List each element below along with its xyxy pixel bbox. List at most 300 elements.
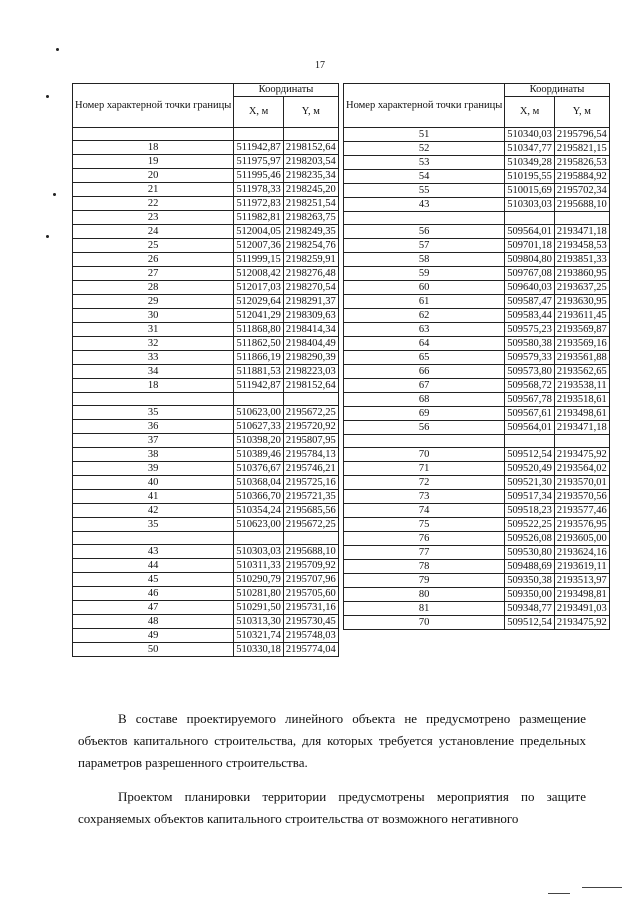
y-coordinate-cell: 2195702,34 bbox=[554, 184, 609, 198]
point-number-cell: 53 bbox=[344, 156, 505, 170]
x-coordinate-cell: 510290,79 bbox=[234, 573, 284, 587]
y-coordinate-cell: 2193491,03 bbox=[554, 602, 609, 616]
table-row bbox=[73, 169, 339, 183]
point-number-cell: 78 bbox=[344, 560, 505, 574]
table-row bbox=[344, 490, 610, 504]
point-number-cell: 43 bbox=[73, 545, 234, 559]
table-row bbox=[344, 239, 610, 253]
point-number-cell: 81 bbox=[344, 602, 505, 616]
x-coordinate-cell: 512008,42 bbox=[234, 267, 284, 281]
point-number-cell: 18 bbox=[73, 141, 234, 155]
x-coordinate-cell: 510330,18 bbox=[234, 643, 284, 657]
x-coordinate-cell: 510376,67 bbox=[234, 462, 284, 476]
point-number-cell: 65 bbox=[344, 351, 505, 365]
x-coordinate-cell: 509517,34 bbox=[505, 490, 555, 504]
table-row bbox=[73, 393, 339, 406]
x-coordinate-cell bbox=[505, 212, 555, 225]
x-coordinate-cell: 510340,03 bbox=[505, 128, 555, 142]
y-coordinate-cell: 2193860,95 bbox=[554, 267, 609, 281]
point-number-cell: 74 bbox=[344, 504, 505, 518]
table-row bbox=[73, 197, 339, 211]
y-coordinate-cell: 2195748,03 bbox=[283, 629, 338, 643]
table-row bbox=[344, 253, 610, 267]
y-coordinate-cell: 2193562,65 bbox=[554, 365, 609, 379]
table-row bbox=[73, 351, 339, 365]
point-number-cell: 64 bbox=[344, 337, 505, 351]
y-coordinate-cell: 2198251,54 bbox=[283, 197, 338, 211]
y-coordinate-cell: 2193851,33 bbox=[554, 253, 609, 267]
table-row bbox=[73, 183, 339, 197]
table-row bbox=[344, 365, 610, 379]
header-y: Y, м bbox=[283, 97, 338, 128]
y-coordinate-cell: 2198404,49 bbox=[283, 337, 338, 351]
table-row bbox=[73, 337, 339, 351]
table-row bbox=[73, 504, 339, 518]
point-number-cell: 26 bbox=[73, 253, 234, 267]
point-number-cell: 77 bbox=[344, 546, 505, 560]
point-number-cell: 73 bbox=[344, 490, 505, 504]
y-coordinate-cell: 2193471,18 bbox=[554, 225, 609, 239]
y-coordinate-cell: 2195720,92 bbox=[283, 420, 338, 434]
point-number-cell: 34 bbox=[73, 365, 234, 379]
point-number-cell: 71 bbox=[344, 462, 505, 476]
point-number-cell: 31 bbox=[73, 323, 234, 337]
y-coordinate-cell: 2193498,81 bbox=[554, 588, 609, 602]
x-coordinate-cell: 510623,00 bbox=[234, 406, 284, 420]
table-row bbox=[73, 239, 339, 253]
table-row bbox=[344, 476, 610, 490]
x-coordinate-cell: 511978,33 bbox=[234, 183, 284, 197]
x-coordinate-cell: 509526,08 bbox=[505, 532, 555, 546]
x-coordinate-cell: 510313,30 bbox=[234, 615, 284, 629]
y-coordinate-cell: 2193630,95 bbox=[554, 295, 609, 309]
point-number-cell: 48 bbox=[73, 615, 234, 629]
y-coordinate-cell: 2193611,45 bbox=[554, 309, 609, 323]
point-number-cell: 27 bbox=[73, 267, 234, 281]
point-number-cell: 25 bbox=[73, 239, 234, 253]
table-row bbox=[344, 379, 610, 393]
point-number-cell: 33 bbox=[73, 351, 234, 365]
point-number-cell: 37 bbox=[73, 434, 234, 448]
x-coordinate-cell: 509518,23 bbox=[505, 504, 555, 518]
point-number-cell: 44 bbox=[73, 559, 234, 573]
x-coordinate-cell: 511866,19 bbox=[234, 351, 284, 365]
table-row bbox=[344, 170, 610, 184]
x-coordinate-cell: 509350,00 bbox=[505, 588, 555, 602]
y-coordinate-cell: 2198270,54 bbox=[283, 281, 338, 295]
table-row bbox=[344, 281, 610, 295]
table-row bbox=[344, 462, 610, 476]
table-row bbox=[344, 212, 610, 225]
y-coordinate-cell: 2198290,39 bbox=[283, 351, 338, 365]
point-number-cell bbox=[73, 532, 234, 545]
x-coordinate-cell: 509488,69 bbox=[505, 560, 555, 574]
table-row bbox=[73, 476, 339, 490]
x-coordinate-cell: 509767,08 bbox=[505, 267, 555, 281]
x-coordinate-cell: 510347,77 bbox=[505, 142, 555, 156]
table-row bbox=[344, 448, 610, 462]
table-row bbox=[73, 601, 339, 615]
body-paragraph-1 bbox=[78, 708, 586, 774]
point-number-cell: 19 bbox=[73, 155, 234, 169]
x-coordinate-cell: 509640,03 bbox=[505, 281, 555, 295]
y-coordinate-cell bbox=[283, 128, 338, 141]
table-row bbox=[73, 141, 339, 155]
table-row bbox=[73, 225, 339, 239]
table-row bbox=[73, 253, 339, 267]
table-row bbox=[73, 267, 339, 281]
x-coordinate-cell: 511975,97 bbox=[234, 155, 284, 169]
table-row bbox=[73, 365, 339, 379]
y-coordinate-cell: 2195707,96 bbox=[283, 573, 338, 587]
table-row bbox=[344, 616, 610, 630]
table-row bbox=[344, 421, 610, 435]
point-number-cell: 80 bbox=[344, 588, 505, 602]
scan-edge-line bbox=[548, 893, 570, 894]
x-coordinate-cell: 509568,72 bbox=[505, 379, 555, 393]
y-coordinate-cell: 2193475,92 bbox=[554, 448, 609, 462]
table-row bbox=[73, 323, 339, 337]
x-coordinate-cell: 510354,24 bbox=[234, 504, 284, 518]
y-coordinate-cell: 2198152,64 bbox=[283, 141, 338, 155]
x-coordinate-cell: 510195,55 bbox=[505, 170, 555, 184]
y-coordinate-cell: 2193576,95 bbox=[554, 518, 609, 532]
point-number-cell: 45 bbox=[73, 573, 234, 587]
table-row bbox=[344, 323, 610, 337]
table-row bbox=[73, 532, 339, 545]
x-coordinate-cell: 510368,04 bbox=[234, 476, 284, 490]
y-coordinate-cell: 2193624,16 bbox=[554, 546, 609, 560]
point-number-cell: 56 bbox=[344, 225, 505, 239]
y-coordinate-cell: 2198245,20 bbox=[283, 183, 338, 197]
y-coordinate-cell: 2193471,18 bbox=[554, 421, 609, 435]
y-coordinate-cell: 2198203,54 bbox=[283, 155, 338, 169]
y-coordinate-cell: 2193577,46 bbox=[554, 504, 609, 518]
x-coordinate-cell: 511868,80 bbox=[234, 323, 284, 337]
y-coordinate-cell: 2195725,16 bbox=[283, 476, 338, 490]
table-row bbox=[344, 128, 610, 142]
page-number: 17 bbox=[315, 60, 325, 71]
point-number-cell: 68 bbox=[344, 393, 505, 407]
point-number-cell: 67 bbox=[344, 379, 505, 393]
point-number-cell: 30 bbox=[73, 309, 234, 323]
y-coordinate-cell: 2195705,60 bbox=[283, 587, 338, 601]
y-coordinate-cell: 2193513,97 bbox=[554, 574, 609, 588]
table-row bbox=[73, 295, 339, 309]
table-row bbox=[344, 518, 610, 532]
x-coordinate-cell: 511881,53 bbox=[234, 365, 284, 379]
table-row bbox=[344, 574, 610, 588]
point-number-cell: 55 bbox=[344, 184, 505, 198]
table-row bbox=[73, 615, 339, 629]
x-coordinate-cell: 509587,47 bbox=[505, 295, 555, 309]
table-row bbox=[73, 281, 339, 295]
y-coordinate-cell: 2195807,95 bbox=[283, 434, 338, 448]
point-number-cell: 43 bbox=[344, 198, 505, 212]
y-coordinate-cell: 2198223,03 bbox=[283, 365, 338, 379]
point-number-cell: 57 bbox=[344, 239, 505, 253]
body-paragraph-2 bbox=[78, 786, 586, 830]
x-coordinate-cell: 510366,70 bbox=[234, 490, 284, 504]
x-coordinate-cell: 512007,36 bbox=[234, 239, 284, 253]
x-coordinate-cell: 511982,81 bbox=[234, 211, 284, 225]
table-row bbox=[73, 379, 339, 393]
y-coordinate-cell: 2193498,61 bbox=[554, 407, 609, 421]
x-coordinate-cell: 509512,54 bbox=[505, 448, 555, 462]
paragraph-text: Проектом планировки территории предусмотрены мероприятия по защите сохраняемых объектов капитального строительства от возможного негативного bbox=[78, 789, 586, 826]
table-row bbox=[73, 128, 339, 141]
x-coordinate-cell: 510349,28 bbox=[505, 156, 555, 170]
table-row bbox=[73, 643, 339, 657]
x-coordinate-cell: 509567,78 bbox=[505, 393, 555, 407]
point-number-cell: 52 bbox=[344, 142, 505, 156]
header-point-number: Номер характерной точки границы bbox=[73, 84, 234, 128]
y-coordinate-cell bbox=[283, 532, 338, 545]
x-coordinate-cell: 510303,03 bbox=[505, 198, 555, 212]
point-number-cell: 61 bbox=[344, 295, 505, 309]
x-coordinate-cell: 509573,80 bbox=[505, 365, 555, 379]
y-coordinate-cell: 2198254,76 bbox=[283, 239, 338, 253]
x-coordinate-cell: 510627,33 bbox=[234, 420, 284, 434]
table-row bbox=[73, 448, 339, 462]
y-coordinate-cell: 2193564,02 bbox=[554, 462, 609, 476]
y-coordinate-cell: 2195709,92 bbox=[283, 559, 338, 573]
x-coordinate-cell: 510389,46 bbox=[234, 448, 284, 462]
y-coordinate-cell: 2193605,00 bbox=[554, 532, 609, 546]
table-row bbox=[73, 434, 339, 448]
point-number-cell: 23 bbox=[73, 211, 234, 225]
table-row bbox=[73, 420, 339, 434]
point-number-cell: 60 bbox=[344, 281, 505, 295]
point-number-cell: 56 bbox=[344, 421, 505, 435]
coordinates-table-left bbox=[72, 83, 339, 657]
y-coordinate-cell: 2193475,92 bbox=[554, 616, 609, 630]
y-coordinate-cell: 2198263,75 bbox=[283, 211, 338, 225]
y-coordinate-cell: 2195672,25 bbox=[283, 518, 338, 532]
point-number-cell: 54 bbox=[344, 170, 505, 184]
point-number-cell bbox=[73, 128, 234, 141]
table-row bbox=[344, 267, 610, 281]
point-number-cell: 59 bbox=[344, 267, 505, 281]
point-number-cell: 79 bbox=[344, 574, 505, 588]
x-coordinate-cell: 509564,01 bbox=[505, 225, 555, 239]
table-row bbox=[73, 462, 339, 476]
table-row bbox=[344, 602, 610, 616]
margin-dot bbox=[53, 193, 56, 196]
header-y: Y, м bbox=[554, 97, 609, 128]
x-coordinate-cell: 512029,64 bbox=[234, 295, 284, 309]
x-coordinate-cell bbox=[234, 532, 284, 545]
x-coordinate-cell: 510281,80 bbox=[234, 587, 284, 601]
x-coordinate-cell: 509580,38 bbox=[505, 337, 555, 351]
table-row bbox=[344, 295, 610, 309]
x-coordinate-cell: 509579,33 bbox=[505, 351, 555, 365]
x-coordinate-cell: 509575,23 bbox=[505, 323, 555, 337]
point-number-cell: 76 bbox=[344, 532, 505, 546]
y-coordinate-cell: 2195688,10 bbox=[554, 198, 609, 212]
point-number-cell: 20 bbox=[73, 169, 234, 183]
x-coordinate-cell bbox=[234, 393, 284, 406]
table-row bbox=[73, 155, 339, 169]
margin-dot bbox=[46, 235, 49, 238]
y-coordinate-cell: 2195672,25 bbox=[283, 406, 338, 420]
y-coordinate-cell: 2195688,10 bbox=[283, 545, 338, 559]
table-row bbox=[73, 559, 339, 573]
y-coordinate-cell: 2198309,63 bbox=[283, 309, 338, 323]
point-number-cell: 38 bbox=[73, 448, 234, 462]
table-row bbox=[344, 560, 610, 574]
point-number-cell: 22 bbox=[73, 197, 234, 211]
point-number-cell: 63 bbox=[344, 323, 505, 337]
x-coordinate-cell: 511942,87 bbox=[234, 141, 284, 155]
table-row bbox=[73, 309, 339, 323]
y-coordinate-cell: 2193570,01 bbox=[554, 476, 609, 490]
x-coordinate-cell: 510398,20 bbox=[234, 434, 284, 448]
x-coordinate-cell: 509348,77 bbox=[505, 602, 555, 616]
y-coordinate-cell: 2193569,16 bbox=[554, 337, 609, 351]
table-row bbox=[73, 545, 339, 559]
point-number-cell: 41 bbox=[73, 490, 234, 504]
table-row bbox=[73, 490, 339, 504]
x-coordinate-cell: 509512,54 bbox=[505, 616, 555, 630]
y-coordinate-cell: 2198235,34 bbox=[283, 169, 338, 183]
point-number-cell: 50 bbox=[73, 643, 234, 657]
y-coordinate-cell: 2193458,53 bbox=[554, 239, 609, 253]
x-coordinate-cell: 511862,50 bbox=[234, 337, 284, 351]
table-row bbox=[344, 504, 610, 518]
table-row bbox=[344, 309, 610, 323]
y-coordinate-cell: 2198152,64 bbox=[283, 379, 338, 393]
y-coordinate-cell: 2198259,91 bbox=[283, 253, 338, 267]
point-number-cell: 42 bbox=[73, 504, 234, 518]
x-coordinate-cell: 509521,30 bbox=[505, 476, 555, 490]
coordinates-table-right bbox=[343, 83, 610, 630]
point-number-cell: 32 bbox=[73, 337, 234, 351]
y-coordinate-cell: 2198414,34 bbox=[283, 323, 338, 337]
y-coordinate-cell: 2193637,25 bbox=[554, 281, 609, 295]
point-number-cell: 18 bbox=[73, 379, 234, 393]
table-row bbox=[344, 184, 610, 198]
table-row bbox=[344, 532, 610, 546]
y-coordinate-cell: 2198291,37 bbox=[283, 295, 338, 309]
table-row bbox=[344, 198, 610, 212]
point-number-cell: 40 bbox=[73, 476, 234, 490]
y-coordinate-cell bbox=[283, 393, 338, 406]
table-row bbox=[344, 393, 610, 407]
point-number-cell: 36 bbox=[73, 420, 234, 434]
x-coordinate-cell: 510311,33 bbox=[234, 559, 284, 573]
table-row bbox=[344, 225, 610, 239]
point-number-cell: 70 bbox=[344, 616, 505, 630]
point-number-cell: 35 bbox=[73, 406, 234, 420]
table-row bbox=[344, 588, 610, 602]
margin-dot bbox=[46, 95, 49, 98]
margin-dot bbox=[56, 48, 59, 51]
y-coordinate-cell: 2193569,87 bbox=[554, 323, 609, 337]
x-coordinate-cell: 509583,44 bbox=[505, 309, 555, 323]
x-coordinate-cell: 510291,50 bbox=[234, 601, 284, 615]
x-coordinate-cell bbox=[505, 435, 555, 448]
point-number-cell bbox=[73, 393, 234, 406]
y-coordinate-cell bbox=[554, 435, 609, 448]
table-row bbox=[73, 573, 339, 587]
x-coordinate-cell: 512017,03 bbox=[234, 281, 284, 295]
x-coordinate-cell: 511995,46 bbox=[234, 169, 284, 183]
table-row bbox=[344, 546, 610, 560]
x-coordinate-cell: 511942,87 bbox=[234, 379, 284, 393]
point-number-cell: 75 bbox=[344, 518, 505, 532]
y-coordinate-cell: 2195746,21 bbox=[283, 462, 338, 476]
point-number-cell: 28 bbox=[73, 281, 234, 295]
point-number-cell: 47 bbox=[73, 601, 234, 615]
table-row bbox=[344, 156, 610, 170]
point-number-cell: 72 bbox=[344, 476, 505, 490]
point-number-cell: 66 bbox=[344, 365, 505, 379]
header-x: X, м bbox=[505, 97, 555, 128]
table-row bbox=[344, 351, 610, 365]
y-coordinate-cell: 2193538,11 bbox=[554, 379, 609, 393]
point-number-cell bbox=[344, 435, 505, 448]
x-coordinate-cell: 510321,74 bbox=[234, 629, 284, 643]
scan-edge-line bbox=[582, 887, 622, 888]
x-coordinate-cell: 511999,15 bbox=[234, 253, 284, 267]
y-coordinate-cell: 2195774,04 bbox=[283, 643, 338, 657]
x-coordinate-cell: 509520,49 bbox=[505, 462, 555, 476]
x-coordinate-cell: 511972,83 bbox=[234, 197, 284, 211]
y-coordinate-cell: 2193561,88 bbox=[554, 351, 609, 365]
y-coordinate-cell: 2193518,61 bbox=[554, 393, 609, 407]
left-table-body bbox=[73, 128, 339, 657]
point-number-cell: 58 bbox=[344, 253, 505, 267]
x-coordinate-cell: 509567,61 bbox=[505, 407, 555, 421]
point-number-cell: 70 bbox=[344, 448, 505, 462]
point-number-cell: 29 bbox=[73, 295, 234, 309]
x-coordinate-cell: 510015,69 bbox=[505, 184, 555, 198]
x-coordinate-cell: 510303,03 bbox=[234, 545, 284, 559]
table-row bbox=[344, 407, 610, 421]
x-coordinate-cell: 509804,80 bbox=[505, 253, 555, 267]
right-table-body bbox=[344, 128, 610, 630]
x-coordinate-cell: 512004,05 bbox=[234, 225, 284, 239]
point-number-cell: 21 bbox=[73, 183, 234, 197]
x-coordinate-cell: 509701,18 bbox=[505, 239, 555, 253]
point-number-cell: 39 bbox=[73, 462, 234, 476]
y-coordinate-cell: 2193570,56 bbox=[554, 490, 609, 504]
x-coordinate-cell: 512041,29 bbox=[234, 309, 284, 323]
y-coordinate-cell: 2195796,54 bbox=[554, 128, 609, 142]
header-coordinates: Координаты bbox=[234, 84, 339, 97]
header-coordinates: Координаты bbox=[505, 84, 610, 97]
y-coordinate-cell: 2195784,13 bbox=[283, 448, 338, 462]
point-number-cell: 51 bbox=[344, 128, 505, 142]
header-point-number: Номер характерной точки границы bbox=[344, 84, 505, 128]
y-coordinate-cell: 2195685,56 bbox=[283, 504, 338, 518]
point-number-cell bbox=[344, 212, 505, 225]
y-coordinate-cell: 2195826,53 bbox=[554, 156, 609, 170]
point-number-cell: 46 bbox=[73, 587, 234, 601]
table-row bbox=[73, 629, 339, 643]
x-coordinate-cell: 509350,38 bbox=[505, 574, 555, 588]
paragraph-text: В составе проектируемого линейного объекта не предусмотрено размещение объектов капитального строительства, для которых требуется установление предельных параметров разрешенного строительства. bbox=[78, 711, 586, 770]
y-coordinate-cell: 2198276,48 bbox=[283, 267, 338, 281]
table-row bbox=[344, 337, 610, 351]
x-coordinate-cell: 510623,00 bbox=[234, 518, 284, 532]
x-coordinate-cell: 509530,80 bbox=[505, 546, 555, 560]
x-coordinate-cell: 509564,01 bbox=[505, 421, 555, 435]
y-coordinate-cell: 2195884,92 bbox=[554, 170, 609, 184]
header-x: X, м bbox=[234, 97, 284, 128]
y-coordinate-cell: 2195821,15 bbox=[554, 142, 609, 156]
